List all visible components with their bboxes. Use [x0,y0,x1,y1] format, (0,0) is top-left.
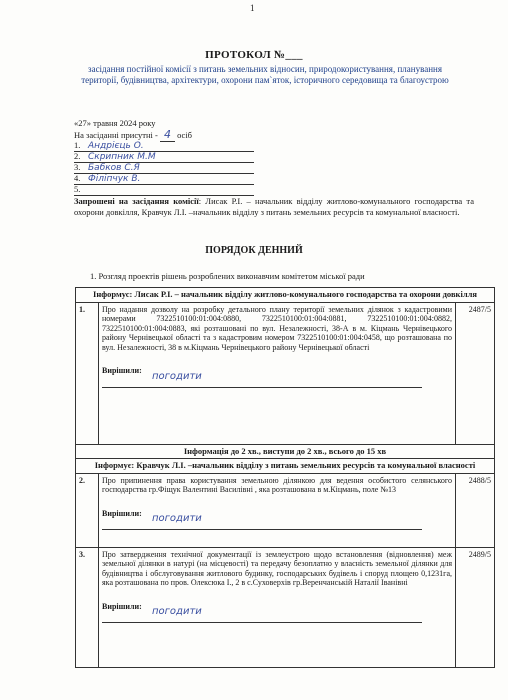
present-count: 4 [160,128,175,142]
row-cell [99,473,456,547]
row-cell [99,302,456,444]
protocol-subtitle: засідання постійної комісії з питань земельних відносин, природокористування, планування території, будівництва, архітектури, охорони пам`яток, історичного середовища та благоустрою [81,64,449,85]
row-number: 3. [76,547,99,667]
inform-header-1: Інформус: Лисак Р.І. – начальник відділу житлово-комунального господарства та охорони довкілля [76,288,495,303]
attendee-number: 3. [74,162,81,172]
attendee-number: 4. [74,173,81,183]
decision-label: Вирішили: [102,508,142,518]
protocol-title: ПРОТОКОЛ №___ [205,49,303,61]
present-label: На засіданні присутні - [74,130,158,140]
invited-text: : Лисак Р.І. – начальник відділу житлово-комунального господарства та охорони довкілля, Кравчук Л.І. –начальник відділу з питань земельних ресурсів та комунальної власності. [74,196,474,217]
agenda-table [75,287,495,668]
decision-label: Вирішили: [102,601,142,611]
table-row [76,547,495,667]
agenda-item: 1. Розгляд проектів рішень розроблених виконавчим комітетом міської ради [90,271,365,281]
attendee-row [74,184,254,196]
table-header-row [76,444,495,459]
row-number: 2. [76,473,99,547]
attendee-signature: Філіпчук В. [88,174,141,184]
attendee-signature: Андрієць О. [88,141,144,151]
attendee-signature: Скрипник М.М [88,152,156,162]
attendee-signature: Бабков С.Я [88,163,140,173]
present-suffix: осіб [177,130,192,140]
invited-paragraph [74,196,474,217]
decision-signature: погодити [152,606,202,617]
row-cell [99,547,456,667]
attendee-number: 1. [74,140,81,150]
table-header-row [76,288,495,303]
inform-header-2: Інформує: Кравчук Л.І. –начальник відділу з питань земельних ресурсів та комунальної власності [76,459,495,474]
row-code: 2487/5 [456,302,495,444]
invited-label: Запрошені на засідання комісії [74,196,199,206]
row-description: Про надання дозволу на розробку детального плану території земельних ділянок з кадастровими номерами 7322510100:01:004:0880, 7322510100:01:004:0881, 7322510100:01:004:0882, 7322510100:01:004:0883, які розташовані по вул. Незалежності, 38-А в м. Кіцмань Чернівецького району Чернівецької області та з кадастровим номером 7322510100:01:004:0458, що розташована по вул. Незалежності, 38 в м.Кіцмань Чернівецького району Чернівецької області [102,304,452,352]
agenda-title: ПОРЯДОК ДЕННИЙ [205,245,303,256]
page-number: 1 [250,3,255,13]
row-description: Про затвердження технічної документації із землеустрою щодо встановлення (відновлення) меж земельної ділянки в натурі (на місцевості) та передачу безоплатно у власність земельної ділянки для будівництва і обслуговування житлового будинку, господарських будівель і споруд площею 0,1231га, яка розташована по пров. Олексюка І., 2 в с.Суховерхів гр.Веренчанській Наталії Іванівні [102,549,452,587]
decision-signature: погодити [152,513,202,524]
meeting-date: «27» травня 2024 року [74,118,156,128]
info-time-header: Інформація до 2 хв., виступи до 2 хв., всього до 15 хв [76,444,495,459]
decision-label: Вирішили: [102,366,142,375]
row-code: 2489/5 [456,547,495,667]
decision-signature: погодити [152,370,202,382]
table-header-row [76,459,495,474]
table-row [76,302,495,444]
row-description: Про припинення права користування земельною ділянкою для ведення особистого селянського господарства гр.Фіщук Валентині Василівні , яка розташована в м.Кіцмань, поле №13 [102,475,452,494]
table-row [76,473,495,547]
row-number: 1. [76,302,99,444]
attendee-number: 5. [74,184,81,194]
attendee-number: 2. [74,151,81,161]
row-code: 2488/5 [456,473,495,547]
